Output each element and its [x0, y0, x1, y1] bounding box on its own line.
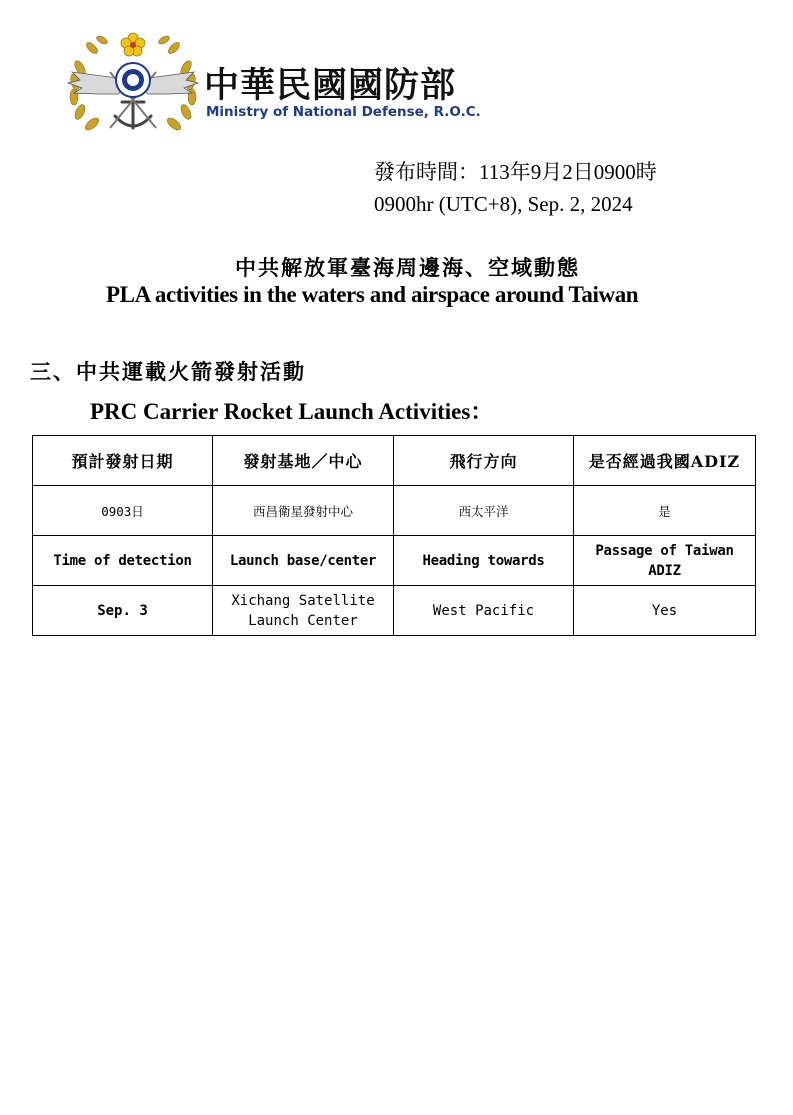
- section-heading-en: PRC Carrier Rocket Launch Activities：: [90, 399, 494, 424]
- cell-adiz-passage-en: Yes: [574, 586, 756, 636]
- ministry-name-english: Ministry of National Defense, R.O.C.: [206, 104, 481, 120]
- release-time-zh: 發布時間：113年9月2日0900時: [374, 160, 657, 184]
- ministry-name-chinese: 中華民國國防部: [204, 66, 457, 106]
- header-cell-launch-date: 預計發射日期: [33, 436, 213, 486]
- section-heading-zh: 三、中共運載火箭發射活動: [30, 359, 306, 384]
- table-header-row-en: [33, 536, 756, 586]
- cell-launch-base-zh: 西昌衛星發射中心: [213, 486, 394, 536]
- cell-direction-en: West Pacific: [394, 586, 574, 636]
- cell-adiz-passage-zh: 是: [574, 486, 756, 536]
- cell-direction-zh: 西太平洋: [394, 486, 574, 536]
- header-cell-direction: 飛行方向: [394, 436, 574, 486]
- document-title-en: PLA activities in the waters and airspace around Taiwan: [106, 282, 639, 307]
- launch-activities-table: [32, 435, 756, 636]
- header-cell-adiz-passage: 是否經過我國ADIZ: [574, 436, 756, 486]
- table-header-row-zh: [33, 436, 756, 486]
- ministry-emblem: [58, 28, 208, 140]
- cell-launch-date-en: Sep. 3: [33, 586, 213, 636]
- cell-launch-date-zh: 0903日: [33, 486, 213, 536]
- table-row-zh: [33, 486, 756, 536]
- table-row-en: [33, 586, 756, 636]
- release-time-en: 0900hr (UTC+8), Sep. 2, 2024: [374, 192, 633, 216]
- header-cell-heading-towards: Heading towards: [394, 536, 574, 586]
- header-cell-time-of-detection: Time of detection: [33, 536, 213, 586]
- header-cell-launch-base-center: Launch base/center: [213, 536, 394, 586]
- ministry-emblem-icon: [58, 28, 208, 140]
- release-time: [374, 156, 657, 220]
- cell-launch-base-en: Xichang Satellite Launch Center: [213, 586, 394, 636]
- header-cell-passage-of-taiwan-adiz: Passage of Taiwan ADIZ: [574, 536, 756, 586]
- document-title-zh: 中共解放軍臺海周邊海、空域動態: [235, 255, 580, 280]
- header-cell-launch-base: 發射基地／中心: [213, 436, 394, 486]
